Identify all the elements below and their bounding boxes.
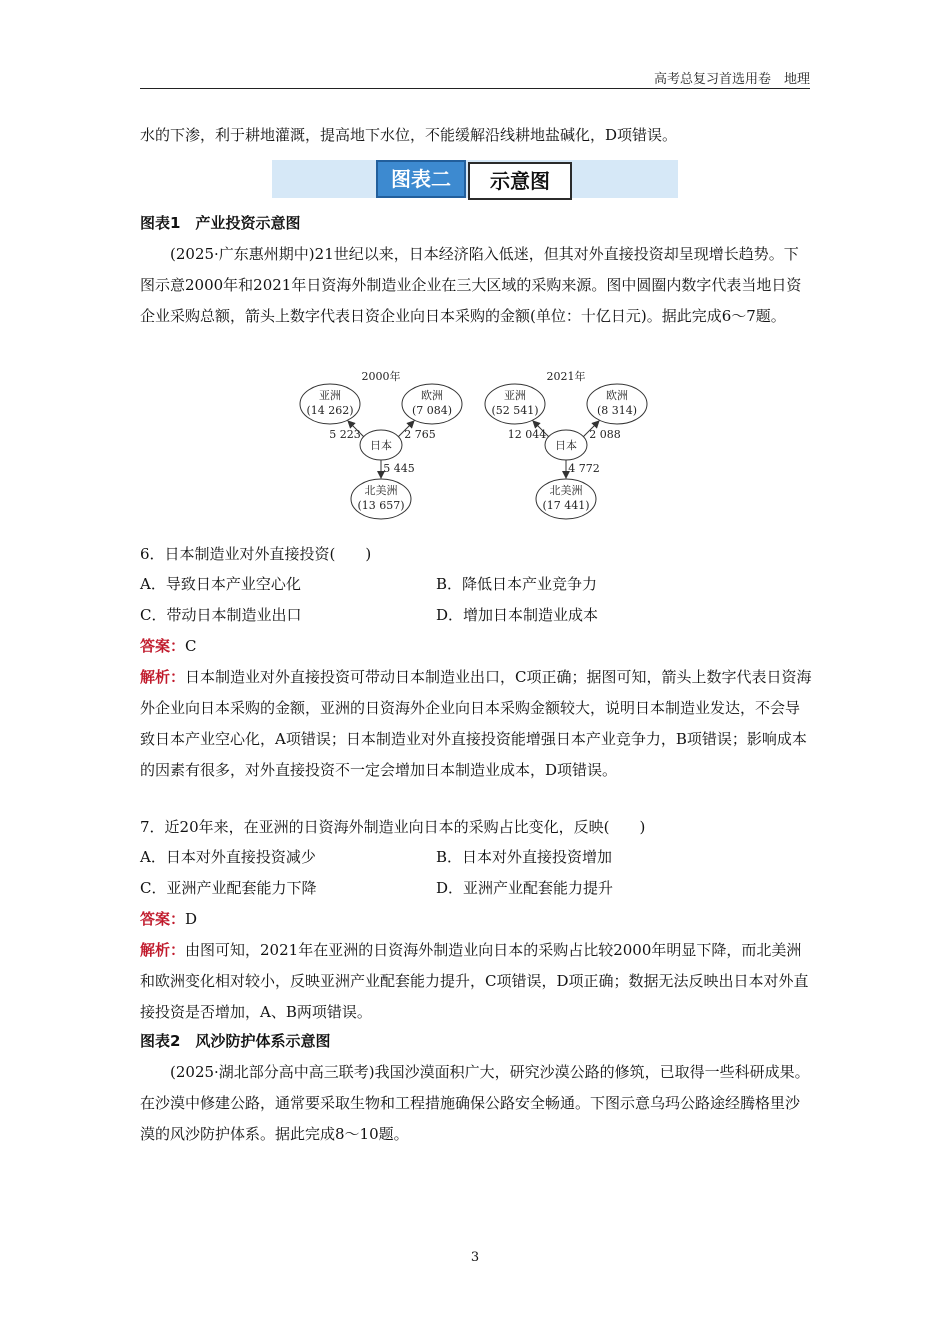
header-text: 高考总复习首选用卷 地理 [653,72,810,87]
diagram-2021-asia-total: (52 541) [491,404,539,417]
diagram-2021-namerica-total: (17 441) [542,499,590,512]
diagram-2000-asia-name: 亚洲 [319,389,341,402]
diagram-2021-europe-value: 2 088 [589,428,621,441]
diagram-2021-namerica-value: 4 772 [568,462,600,475]
diagram-2021-asia-name: 亚洲 [504,389,526,402]
figure1-stem: (2025·广东惠州期中)21世纪以来，日本经济陷入低迷，但其对外直接投资却呈现增长趋势。下图示意2000年和2021年日资海外制造业企业在三大区域的采购来源。图中圆圈内数字代表当地日资企业采购总额，箭头上数字代表日资企业向日本采购的金额(单位：十亿日元)。据此完成6～7题。 [140,245,802,325]
q7-analysis-label: 解析： [140,941,186,959]
diagram-2021-title: 2021年 [546,370,586,383]
q6-answer [140,631,812,662]
q6-stem: 6．日本制造业对外直接投资( ) [140,545,372,563]
diagram-2000-title: 2000年 [361,370,401,383]
q6-answer-value: C [185,637,197,655]
diagram-2021-europe-total: (8 314) [596,404,638,417]
q7-answer [140,904,812,935]
intro-line: 水的下渗，利于耕地灌溉，提高地下水位，不能缓解沿线耕地盐碱化，D项错误。 [140,126,678,144]
diagram-2000-asia-total: (14 262) [306,404,354,417]
diagram-2000-europe-total: (7 084) [411,404,453,417]
q7-option-d: D．亚洲产业配套能力提升 [436,879,614,897]
figure2-stem: (2025·湖北部分高中高三联考)我国沙漠面积广大，研究沙漠公路的修筑，已取得一些科研成果。在沙漠中修建公路，通常要采取生物和工程措施确保公路安全畅通。下图示意乌玛公路途经腾格里沙漠的风沙防护体系。据此完成8～10题。 [140,1063,810,1143]
q7-analysis-text: 由图可知，2021年在亚洲的日资海外制造业向日本的采购占比较2000年明显下降，而北美洲和欧洲变化相对较小，反映亚洲产业配套能力提升，C项错误，D项正确；数据无法反映出日本对外直接投资是否增加，A、B两项错误。 [140,941,809,1021]
figure2-title: 图表2 风沙防护体系示意图 [140,1032,331,1050]
page-number: 3 [470,1250,480,1265]
q7-answer-value: D [185,910,198,928]
diagram-2021-japan-label: 日本 [555,439,577,452]
page-header [140,66,810,89]
figure1-title: 图表1 产业投资示意图 [140,214,301,232]
q7-option-b: B．日本对外直接投资增加 [436,848,613,866]
q7-option-c: C．亚洲产业配套能力下降 [140,879,317,897]
investment-diagram [298,368,658,528]
q7-stem: 7．近20年来，在亚洲的日资海外制造业向日本的采购占比变化，反映( ) [140,818,646,836]
q6-analysis-label: 解析： [140,668,186,686]
banner-label-left: 图表二 [376,160,466,198]
q6-answer-label: 答案： [140,637,186,655]
q6-analysis [140,662,812,786]
q6-option-c: C．带动日本制造业出口 [140,606,302,624]
diagram-2000-namerica-value: 5 445 [383,462,415,475]
banner-label-right: 示意图 [468,162,572,200]
diagram-2000-europe-name: 欧洲 [421,389,443,402]
diagram-2000-namerica-name: 北美洲 [364,484,398,497]
section-banner [272,160,678,198]
q6-option-b: B．降低日本产业竞争力 [436,575,598,593]
diagram-2000-namerica-total: (13 657) [357,499,405,512]
diagram-2021-asia-value: 12 044 [507,428,547,441]
q6-analysis-text: 日本制造业对外直接投资可带动日本制造业出口，C项正确；据图可知，箭头上数字代表日资海外企业向日本采购的金额，亚洲的日资海外企业向日本采购金额较大，说明日本制造业发达，不会导致日本产业空心化，A项错误；日本制造业对外直接投资能增强日本产业竞争力，B项错误；影响成本的因素有很多，对外直接投资不一定会增加日本制造业成本，D项错误。 [140,668,812,779]
q6-option-a: A．导致日本产业空心化 [140,575,301,593]
diagram-2000-japan-label: 日本 [370,439,392,452]
diagram-2000-europe-value: 2 765 [404,428,436,441]
diagram-2021-namerica-name: 北美洲 [549,484,583,497]
q7-analysis [140,935,812,1028]
q7-option-a: A．日本对外直接投资减少 [140,848,316,866]
q6-option-d: D．增加日本制造业成本 [436,606,599,624]
diagram-2000-asia-value: 5 223 [329,428,361,441]
diagram-2021-europe-name: 欧洲 [606,389,628,402]
q7-answer-label: 答案： [140,910,186,928]
